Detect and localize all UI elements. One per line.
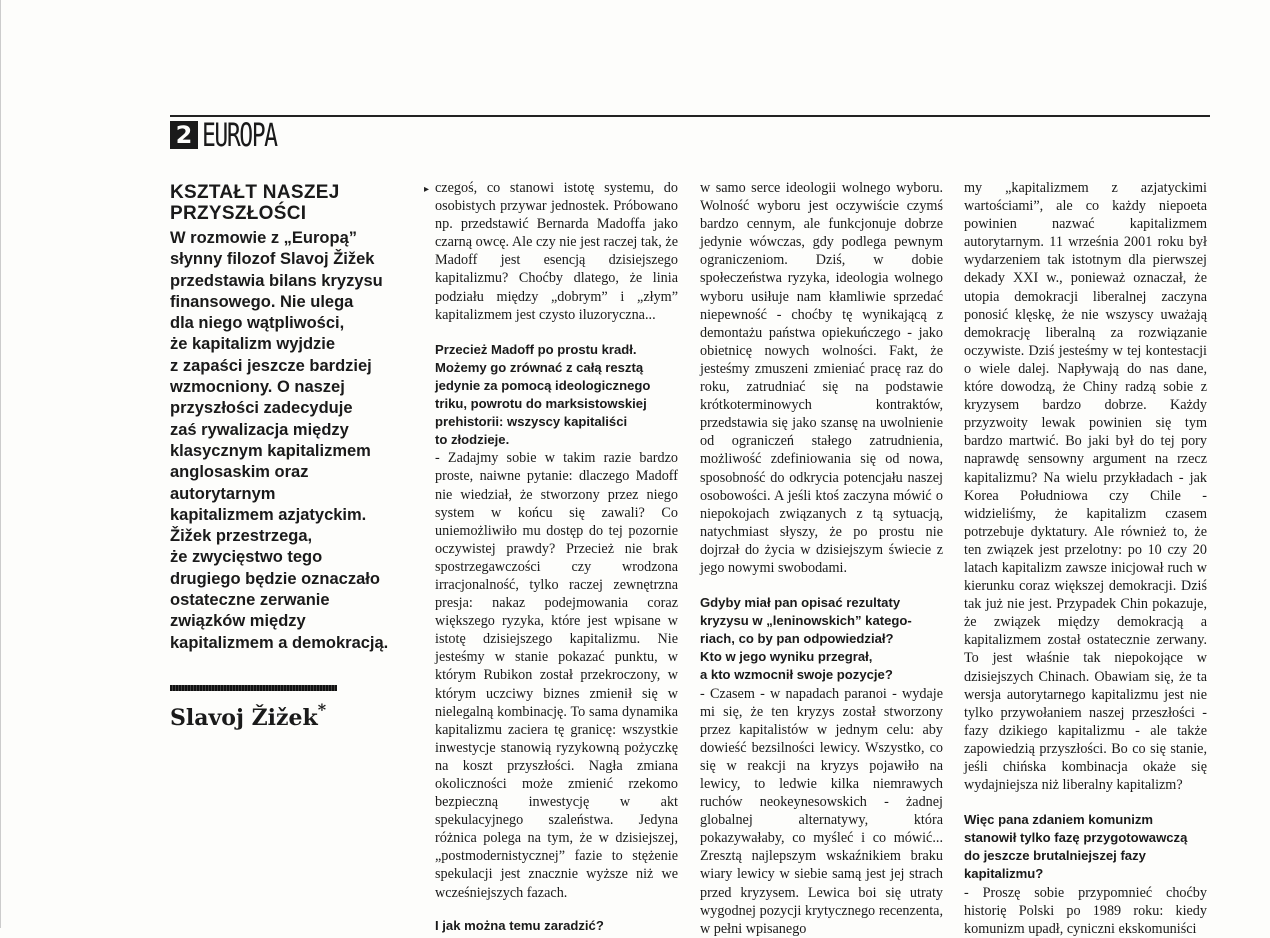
interview-question: Więc pana zdaniem komunizm stanowił tylko fazę przygotowawczą do jeszcze brutalniejszej fazy kapitalizmu? [964, 812, 1188, 882]
interview-question: Gdyby miał pan opisać rezultaty kryzysu w „leninowskich” katego- riach, co by pan odpowiedział? Kto w jego wyniku przegrał, a kto wzmocnił swoje pozycje? [700, 595, 912, 683]
section-header [170, 118, 306, 152]
paragraph: czegoś, co stanowi istotę systemu, do osobistych przywar jednostek. Próbowano np. przedstawić Bernarda Madoffa jako czarną owcę. Ale czy nie jest raczej tak, że Madoff jest esencją dzisiejszego kapitalizmu? Choćby dlatego, że linia podziału między „dobrym” i „złym” kapitalizmem jest czysto iluzoryczna... [435, 180, 678, 323]
page-edge [0, 0, 1, 928]
author-footnote-mark: * [317, 700, 327, 719]
section-number: 2 [170, 121, 198, 149]
paragraph: my „kapitalizmem z azjatyckimi wartościami”, ale co każdy niepoeta powinien nazwać kapitalizmem autorytarnym. 11 września 2001 roku był wydarzeniem tak istotnym dla pierwszej dekady XXI w., ponieważ oznaczał, że utopia demokracji liberalnej zaczyna ponosić klęskę, że nie wszyscy uważają demokrację liberalną za rozwiązanie oczywiste. Dziś jesteśmy w tej kontestacji o wiele dalej. Napływają do nas dane, które dowodzą, że Chiny radzą sobie z kryzysem bardzo dobrze. Każdy przyzwoity lewak powinien się tym bardzo martwić. Bo jaki był do tej pory naprawdę sensowny argument na rzecz kapitalizmu? Na wielu przykładach - jak Korea Południowa czy Chile - widzieliśmy, że kapitalizm czasem potrzebuje dyktatury. Ale również to, że ten związek jest przelotny: po 10 czy 20 latach kapitalizm zawsze inicjował ruch w kierunku coraz większej demokracji. Dziś tak już nie jest. Przypadek Chin pokazuje, że związek między demokracją a kapitalizmem został ostatecznie zerwany. To jest właśnie tak niepokojące w dzisiejszych Chinach. Obawiam się, że ta wersja autorytarnego kapitalizmu jest nie tylko przywołaniem naszej przeszłości - fazy dzikiego kapitalizmu - ale także zapowiedzią przyszłości. Bo co się stanie, jeśli chińska kombinacja okaże się wydajniejsza niż liberalny kapitalizm? [964, 180, 1207, 794]
text-column-2 [700, 179, 943, 938]
author-name: Slavoj Žižek [170, 705, 318, 731]
continuation-arrow-icon: ▸ [424, 184, 430, 195]
interview-question: I jak można temu zaradzić? [435, 917, 604, 933]
section-name: EUROPA [202, 116, 277, 154]
paragraph: - Proszę sobie przypomnieć choćby historię Polski po 1989 roku: kiedy komunizm upadł, cyniczni ekskomuniści [964, 884, 1207, 937]
paragraph: - Zadajmy sobie w takim razie bardzo proste, naiwne pytanie: dlaczego Madoff nie wiedział, że stworzony przez niego system w końcu się zawali? Co uniemożliwiło mu dostęp do tej pozornie oczywistej prawdy? Przecież nie brak spostrzegawczości czy wrodzona irracjonalność, tylko raczej zewnętrzna presja: nakaz podejmowania coraz większego ryzyka, które jest wpisane w istotę dzisiejszego kapitalizmu. Nie jesteśmy w stanie pokazać punktu, w którym Rubikon został przekroczony, w którym uczciwy biznes zmienił się w nielegalną kombinację. To sama dynamika kapitalizmu zaciera tę granicę: wszystkie inwestycje stanowią ryzykowną pożyczkę na koszt przyszłości. Nagła zmiana okoliczności może zmienić rzekomo bezpieczną inwestycję w akt spekulacyjnego szaleństwa. Jedyna różnica polega na tym, że w dzisiejszej, „postmodernistycznej” fazie to stężenie spekulacji jest znacznie wyższe niż we wcześniejszych fazach. [435, 450, 678, 901]
article-headline: KSZTAŁT NASZEJ PRZYSZŁOŚCI [170, 182, 340, 224]
text-column-3 [964, 179, 1207, 938]
paragraph: w samo serce ideologii wolnego wyboru. Wolność wyboru jest oczywiście czymś bardzo cennym, ale funkcjonuje dobrze jedynie wówczas, gdy podlega pewnym ograniczeniom. Dziś, w dobie społeczeństwa ryzyka, ideologia wolnego wyboru usiłuje nam kłamliwie sprzedać niepewność - choćby tę wynikającą z demontażu państwa opiekuńczego - jako obietnicę nowych wolności. Fakt, że jesteśmy zmuszeni zmieniać pracę raz do roku, zatrudniać się na podstawie krótkoterminowych kontraktów, przedstawia się jako szansę na uwolnienie od ograniczeń stałego zatrudnienia, możliwość zdefiniowania się od nowa, sposobność do odkrycia potencjału naszej osobowości. A jeśli ktoś zaczyna mówić o niepokojach związanych z tą sytuacją, natychmiast słyszy, że po prostu nie dojrzał do życia w dzisiejszym świecie z jego nowymi swobodami. [700, 180, 943, 576]
interview-question: Przecież Madoff po prostu kradł. Możemy go zrównać z całą resztą jedynie za pomocą ideologicznego triku, powrotu do marksistowskiej prehistorii: wszyscy kapitaliści to złodzieje. [435, 341, 651, 448]
article-intro [170, 182, 400, 654]
author-divider [170, 685, 337, 691]
header-rule [170, 115, 1210, 117]
paragraph: - Czasem - w napadach paranoi - wydaje mi się, że ten kryzys został stworzony przez kapitalistów w jednym celu: aby dowieść bezsilności lewicy. Wszystko, co się w reakcji na kryzys pojawiło na lewicy, to ledwie kilka niemrawych ruchów neokeynesowskich - żadnej globalnej alternatywy, która pokazywałaby, co myśleć i co mówić... Zresztą najlepszym wskaźnikiem braku wiary lewicy w siebie samą jest jej strach przed kryzysem. Lewica boi się utraty wygodnej pozycji krytycznego recenzenta, w pełni wpisanego [700, 685, 943, 937]
text-column-1 [435, 179, 678, 935]
article-lead: W rozmowie z „Europą” słynny filozof Slavoj Žižek przedstawia bilans kryzysu finansowego. Nie ulega dla niego wątpliwości, że kapitalizm wyjdzie z zapaści jeszcze bardziej wzmocniony. O naszej przyszłości zadecyduje zaś rywalizacja między klasycznym kapitalizmem anglosaskim oraz autorytarnym kapitalizmem azjatyckim. Žižek przestrzega, że zwycięstwo tego drugiego będzie oznaczało ostateczne zerwanie związków między kapitalizmem a demokracją. [170, 229, 389, 652]
author-byline [170, 700, 326, 731]
